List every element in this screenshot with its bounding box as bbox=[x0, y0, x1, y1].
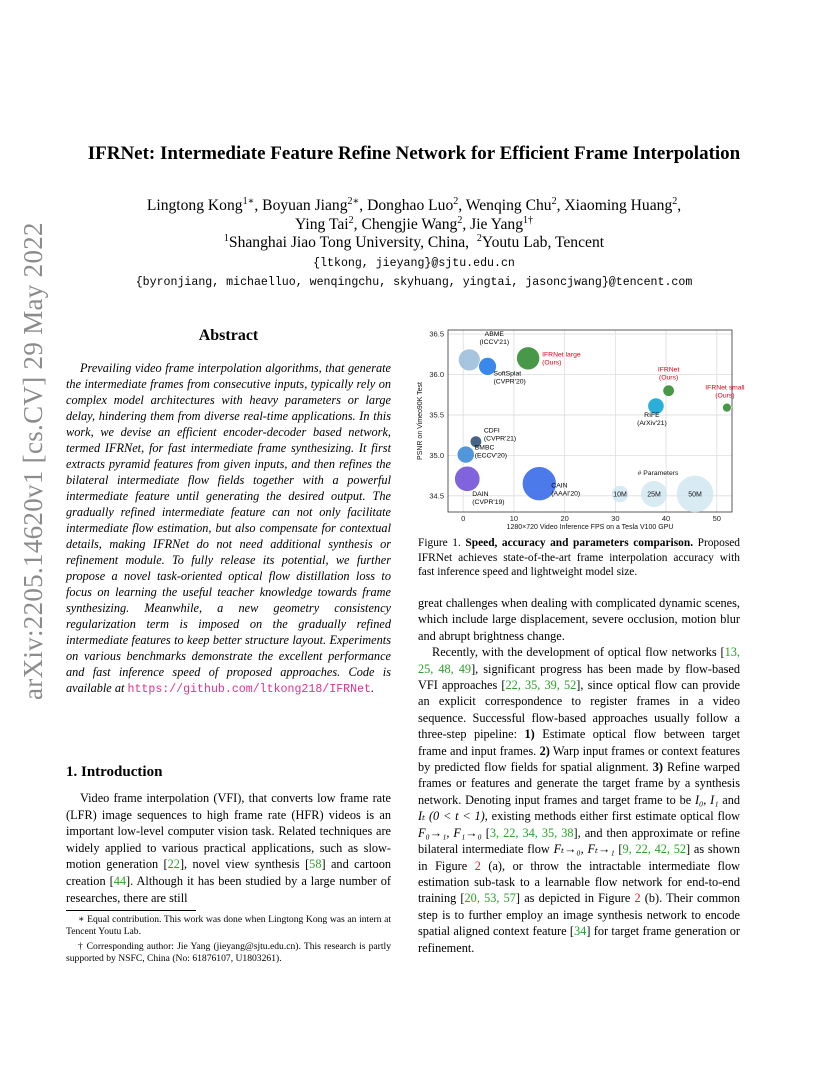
citation-link[interactable]: 34 bbox=[574, 924, 587, 939]
figure-reference-link[interactable]: 2 bbox=[474, 858, 481, 873]
abstract-body: Prevailing video frame interpolation algorithms, that generate the intermediate frames from consecutive inputs, typically rely on complex model architectures with heavy parameters or large delay, hindering them from diverse real-time applications. In this work, we devise an efficient encoder-decoder based network, termed IFRNet, for fast intermediate frame synthesizing. It first extracts pyramid features from given inputs, and then refines the bilateral intermediate flow fields together with a powerful intermediate feature until generating the desired output. The gradually refined intermediate feature can not only facilitate intermediate flow estimation, but also compensate for contextual details, making IFRNet do not need additional synthesis or refinement module. To fully release its potential, we further propose a novel task-oriented optical flow distillation loss to focus on learning the useful teacher knowledge towards frame synthesizing. Meanwhile, a new geometry consistency regularization term is imposed on the gradually refined intermediate features to keep better structure layout. Experiments on various benchmarks demonstrate the excellent performance and fast inference speed of proposed approaches. Code is available at https://github.com/ltkong218/IFRNet. bbox=[66, 361, 391, 696]
x-tick-label: 30 bbox=[611, 514, 620, 523]
author-name: Xiaoming Huang bbox=[564, 197, 673, 214]
data-point-label: (ECCV'20) bbox=[474, 452, 508, 460]
data-point bbox=[457, 446, 474, 463]
data-point-label: IFRNet large bbox=[542, 351, 581, 359]
y-tick-label: 35.5 bbox=[429, 410, 444, 420]
email-tencent: {byronjiang, michaelluo, wenqingchu, skyhuang, yingtai, jasoncjwang}@tencent.com bbox=[135, 276, 693, 289]
y-tick-label: 36.5 bbox=[429, 329, 444, 339]
data-point-label: CAIN bbox=[551, 482, 568, 490]
legend-title: # Parameters bbox=[637, 470, 679, 477]
data-point-label: ABME bbox=[484, 330, 504, 338]
legend-label: 50M bbox=[688, 491, 702, 499]
citation-link[interactable]: 58 bbox=[309, 857, 322, 872]
speed-accuracy-chart bbox=[410, 322, 745, 540]
data-point-label: IFRNet small bbox=[705, 384, 745, 392]
citation-link[interactable]: 44 bbox=[113, 873, 127, 888]
footnote-corresponding-author: † Corresponding author: Jie Yang (jieyang@sjtu.edu.cn). This research is partly supported by NSFC, China (No: 61876107, U1803261). bbox=[66, 940, 391, 965]
arxiv-identifier[interactable]: arXiv:2205.14620v1 [cs.CV] 29 May 2022 bbox=[18, 222, 48, 700]
intro-paragraph-challenges: great challenges when dealing with complicated dynamic scenes, which include large displacement, severe occlusion, motion blur and abrupt brightness change. bbox=[418, 596, 740, 643]
data-point-label: (CVPR'20) bbox=[493, 378, 526, 386]
y-tick-label: 35.0 bbox=[429, 450, 444, 460]
data-point-label: IFRNet bbox=[657, 366, 680, 374]
data-point-label: RIFE bbox=[644, 412, 660, 420]
footnote-equal-contribution: ∗ Equal contribution. This work was done when Lingtong Kong was an intern at Tencent Youtu Lab. bbox=[66, 914, 391, 938]
data-point-label: CDFI bbox=[483, 427, 500, 435]
data-point-label: (AAAI'20) bbox=[551, 490, 581, 498]
citation-link[interactable]: 9, 22, 42, 52 bbox=[622, 842, 687, 857]
section-heading-introduction: 1. Introduction bbox=[66, 764, 163, 780]
figure-caption: Figure 1. Speed, accuracy and parameters comparison. Proposed IFRNet achieves state-of-the-art frame interpolation accuracy with fast inference speed and lightweight model size. bbox=[418, 537, 741, 579]
x-tick-label: 20 bbox=[560, 514, 569, 523]
y-tick-label: 36.0 bbox=[429, 370, 444, 380]
affiliations: $^1$Shanghai Jiao Tong University, China, $^2$Youtu Lab, Tencent bbox=[223, 233, 605, 251]
author-name: Chengjie Wang bbox=[361, 216, 458, 233]
x-tick-label: 50 bbox=[712, 514, 721, 523]
email-sjtu: {ltkong, jieyang}@sjtu.edu.cn bbox=[313, 257, 515, 270]
data-point-label: BMBC bbox=[474, 444, 495, 452]
author-name: Boyuan Jiang bbox=[262, 197, 348, 214]
data-point bbox=[455, 466, 480, 491]
data-point bbox=[458, 349, 480, 371]
y-tick-label: 34.5 bbox=[429, 491, 444, 501]
legend-label: 10M bbox=[613, 491, 627, 499]
introduction-paragraph: Video frame interpolation (VFI), that converts low frame rate (LFR) image sequences to high frame rate (HFR) videos is an important low-level computer vision task. Related techniques are widely applied to various practical applications, such as slow-motion generation [22], novel view synthesis [58] and cartoon creation [44]. Although it has been studied by a large number of researches, there are still bbox=[66, 791, 392, 905]
citation-link[interactable]: 20, 53, 57 bbox=[464, 891, 516, 906]
data-point bbox=[517, 347, 540, 370]
data-point-label: (Ours) bbox=[542, 359, 562, 367]
data-point-label: (Ours) bbox=[715, 392, 735, 400]
citation-link[interactable]: 3, 22, 34, 35, 38 bbox=[489, 825, 574, 840]
citation-link[interactable]: 13, 25, 48, 49 bbox=[418, 645, 740, 676]
data-point-label: (Ours) bbox=[658, 374, 679, 382]
author-list: Lingtong Kong$^{1∗}$, Boyuan Jiang$^{2∗}$, Donghao Luo$^2$, Wenqing Chu$^2$, Xiaoming Huang$^2$, Ying Tai$^2$, Chengjie Wang$^2$, Jie Yang$^{1\dagger}$ bbox=[146, 196, 682, 233]
data-point-label: DAIN bbox=[472, 490, 489, 498]
y-axis-label: PSNR on Vimeo90K Test bbox=[417, 382, 424, 460]
data-point-label: (CVPR'19) bbox=[472, 498, 505, 506]
introduction-continued bbox=[418, 595, 740, 956]
citation-link[interactable]: 22 bbox=[167, 857, 180, 872]
data-point-label: (ICCV'21) bbox=[479, 338, 510, 346]
citation-link[interactable]: 22, 35, 39, 52 bbox=[505, 678, 577, 693]
data-point-label: (ArXiv'21) bbox=[637, 420, 667, 428]
author-name: Donghao Luo bbox=[367, 197, 454, 214]
data-point-label: SoftSplat bbox=[493, 370, 522, 378]
author-name: Lingtong Kong bbox=[146, 197, 243, 214]
data-point-label: (CVPR'21) bbox=[483, 435, 517, 443]
author-name: Jie Yang bbox=[470, 216, 523, 233]
intro-paragraph-flow-based: Recently, with the development of optical flow networks [13, 25, 48, 49], significant progress has been made by flow-based VFI approaches [22, 35, 39, 52], since optical flow can provide an explicit correspondence to register frames in a video sequence. Successful flow-based approaches usually follow a three-step pipeline: 1) Estimate optical flow between target frame and input frames. 2) Warp input frames or context features by predicted flow fields for spatial alignment. 3) Refine warped frames or features and generate the target frame by a synthesis network. Denoting input frames and target frame to be I₀, I₁ and Iₜ (0 < t < 1), existing methods either first estimate optical flow F₀→₁, F₁→₀ [3, 22, 34, 35, 38], and then approximate or refine bilateral intermediate flow Fₜ→₀, Fₜ→₁ [9, 22, 42, 52] as shown in Figure 2 (a), or throw the intractable intermediate flow estimation sub-task to a learnable flow network for end-to-end training [20, 53, 57] as depicted in Figure 2 (b). Their common step is to further employ an image synthesis network to encode spatial aligned context feature [34] for target frame generation or refinement. bbox=[418, 645, 741, 955]
data-point bbox=[663, 385, 675, 397]
x-axis-label: 1280×720 Video Inference FPS on a Tesla V100 GPU bbox=[506, 524, 674, 531]
footnote-divider bbox=[66, 910, 196, 911]
author-name: Ying Tai bbox=[295, 216, 349, 233]
x-tick-label: 0 bbox=[461, 514, 466, 523]
data-point bbox=[722, 403, 731, 412]
author-name: Wenqing Chu bbox=[465, 197, 552, 214]
footnotes bbox=[66, 914, 391, 968]
x-tick-label: 40 bbox=[661, 514, 671, 523]
x-tick-label: 10 bbox=[509, 514, 519, 523]
paper-title: IFRNet: Intermediate Feature Refine Network for Efficient Frame Interpolation bbox=[87, 143, 741, 164]
legend-label: 25M bbox=[647, 491, 661, 499]
figure-reference-link[interactable]: 2 bbox=[634, 891, 641, 906]
code-link[interactable]: https://github.com/ltkong218/IFRNet bbox=[127, 683, 371, 696]
abstract-heading: Abstract bbox=[198, 327, 259, 344]
